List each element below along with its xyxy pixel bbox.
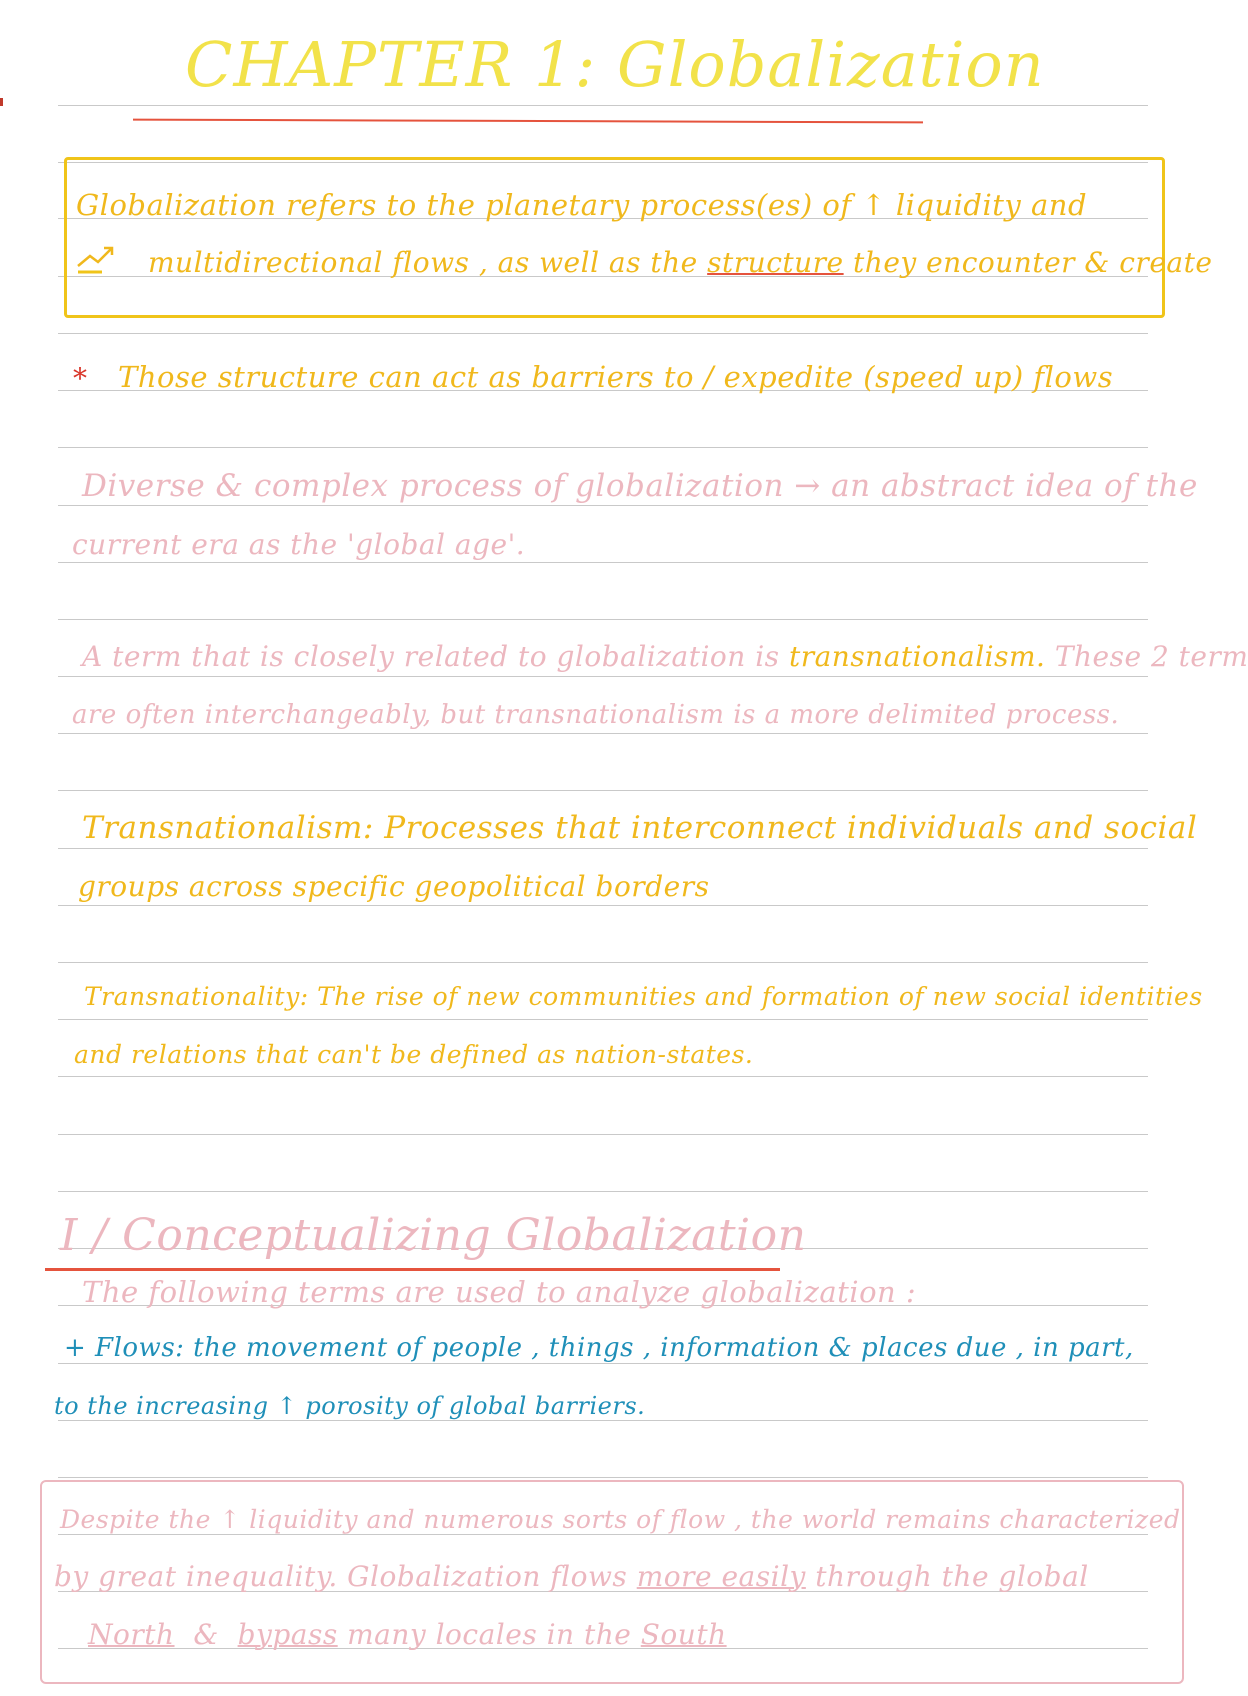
definition-line-2-suffix: they encounter & create xyxy=(853,246,1213,279)
ruled-line xyxy=(58,790,1148,791)
ruled-line xyxy=(58,676,1148,677)
ruled-line xyxy=(58,733,1148,734)
ampersand: & xyxy=(193,1618,219,1651)
structure-underlined: structure xyxy=(707,246,844,279)
ruled-line xyxy=(58,1134,1148,1135)
ruled-line xyxy=(58,1363,1148,1364)
term-line-2: are often interchangeably, but transnationalism is a more delimited process. xyxy=(72,700,1120,730)
ruled-line xyxy=(58,1477,1148,1478)
flows-line-2: to the increasing ↑ porosity of global barriers. xyxy=(54,1392,646,1420)
title-underline xyxy=(133,119,923,124)
inequality-line-2 xyxy=(54,1560,1089,1593)
page-title: CHAPTER 1: Globalization xyxy=(185,28,1045,101)
structure-note: Those structure can act as barriers to / expedite (speed up) flows xyxy=(118,360,1114,394)
ruled-line xyxy=(58,1019,1148,1020)
inequality-line-2-suffix: through the global xyxy=(815,1560,1089,1593)
ruled-line xyxy=(58,105,1148,106)
term-line-1 xyxy=(82,640,1248,673)
ruled-line xyxy=(58,1191,1148,1192)
inequality-line-3 xyxy=(88,1618,727,1651)
ruled-line xyxy=(58,1076,1148,1077)
star-marker: * xyxy=(73,362,87,395)
north-underlined: North xyxy=(88,1618,175,1651)
term-line-1-suffix: These 2 term xyxy=(1054,640,1248,673)
ruled-line xyxy=(58,962,1148,963)
bypass-underlined: bypass xyxy=(237,1618,338,1651)
ruled-line xyxy=(58,848,1148,849)
more-easily-underlined: more easily xyxy=(636,1560,806,1593)
transnationalism-line-2: groups across specific geopolitical borders xyxy=(78,870,710,903)
definition-line-2 xyxy=(148,246,1212,279)
transnationality-line-2: and relations that can't be defined as nation-states. xyxy=(74,1040,754,1069)
diverse-line-2: current era as the 'global age'. xyxy=(72,528,526,561)
transnationality-line-1: Transnationality: The rise of new communities and formation of new social identities xyxy=(84,982,1203,1011)
definition-line-1: Globalization refers to the planetary process(es) of ↑ liquidity and xyxy=(76,188,1088,222)
definition-box xyxy=(64,157,1165,318)
transnationalism-highlight: transnationalism. xyxy=(788,640,1046,673)
ruled-line xyxy=(58,562,1148,563)
diverse-line-1: Diverse & complex process of globalization → an abstract idea of the xyxy=(82,468,1198,504)
section-heading: I / Conceptualizing Globalization xyxy=(60,1210,807,1261)
increasing-arrow-icon xyxy=(74,240,118,276)
inequality-line-3-middle: many locales in the xyxy=(347,1618,632,1651)
ruled-line xyxy=(58,619,1148,620)
term-line-1-prefix: A term that is closely related to globalization is xyxy=(82,640,780,673)
ruled-line xyxy=(58,505,1148,506)
section-heading-underline xyxy=(45,1268,780,1271)
ruled-line xyxy=(58,905,1148,906)
definition-line-2-prefix: multidirectional flows , as well as the xyxy=(148,246,698,279)
inequality-line-1: Despite the ↑ liquidity and numerous sorts of flow , the world remains characterized xyxy=(60,1505,1181,1534)
transnationalism-line-1: Transnationalism: Processes that interconnect individuals and social xyxy=(82,810,1198,846)
ruled-line xyxy=(58,1420,1148,1421)
margin-mark xyxy=(0,98,3,106)
section-intro: The following terms are used to analyze globalization : xyxy=(82,1275,917,1309)
ruled-line xyxy=(58,447,1148,448)
inequality-line-2-prefix: by great inequality. Globalization flows xyxy=(54,1560,628,1593)
south-underlined: South xyxy=(640,1618,727,1651)
ruled-line xyxy=(58,333,1148,334)
flows-line-1: + Flows: the movement of people , things , information & places due , in part, xyxy=(64,1333,1134,1363)
